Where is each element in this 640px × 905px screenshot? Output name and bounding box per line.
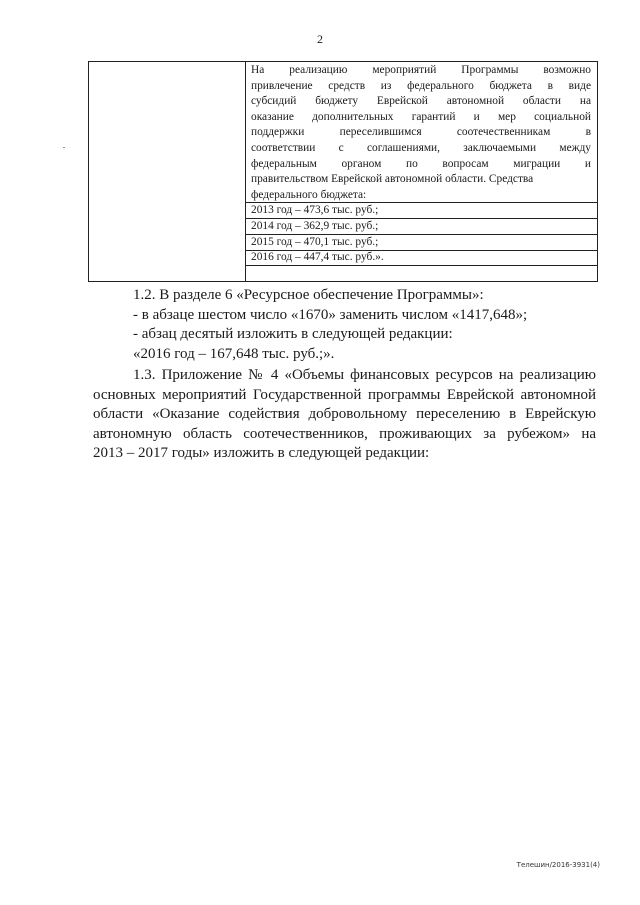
cell-text-line: поддержки переселившимся соотечественникам в [251,126,591,139]
year-funding-2016: 2016 год – 447,4 тыс. руб.». [251,251,384,264]
quote-2016-amount: «2016 год – 167,648 тыс. руб.;». [133,345,335,362]
cell-text-line: федеральным органом по вопросам миграции и [251,157,591,170]
table-column-divider [245,62,246,281]
item-1-2: 1.2. В разделе 6 «Ресурсное обеспечение Программы»: [133,287,484,303]
cell-text-line: соответствии с соглашениями, заключаемыми между [251,141,591,154]
amendment-list [93,286,596,364]
item-1-3 [93,366,596,464]
cell-text-line: федерального бюджета: [251,188,367,201]
item-1-3-line: 2013 – 2017 годы» изложить в следующей редакции: [93,445,430,461]
year-funding-2013: 2013 год – 473,6 тыс. руб.; [251,204,379,217]
cell-text-line: привлечение средств из федерального бюджета в виде [251,79,591,92]
bullet-new-wording: - абзац десятый изложить в следующей редакции: [133,326,453,342]
scan-speck [63,147,65,148]
cell-text-line: правительством Еврейской автономной области. Средства [251,173,534,186]
item-1-3-line: области «Оказание содействия добровольному переселению в Еврейскую [93,406,596,422]
page-number: 2 [317,32,323,46]
item-1-3-line: 1.3. Приложение № 4 «Объемы финансовых ресурсов на реализацию [133,367,596,383]
year-funding-2015: 2015 год – 470,1 тыс. руб.; [251,235,379,248]
cell-text-line: На реализацию мероприятий Программы возможно [251,64,591,76]
item-1-3-line: автономную область соотечественников, проживающих за рубежом» на [93,425,596,442]
funding-cell [251,63,591,266]
document-code: Телешин/2016-3931(4) [516,861,600,869]
item-1-3-line: основных мероприятий Государственной программы Еврейской автономной [93,386,596,403]
program-table [88,61,598,282]
bullet-replace-number: - в абзаце шестом число «1670» заменить числом «1417,648»; [133,306,528,323]
cell-text-line: оказание дополнительных гарантий и мер социальной [251,110,591,123]
year-funding-2014: 2014 год – 362,9 тыс. руб.; [251,219,379,232]
cell-text-line: субсидий бюджету Еврейской автономной области на [251,95,591,108]
